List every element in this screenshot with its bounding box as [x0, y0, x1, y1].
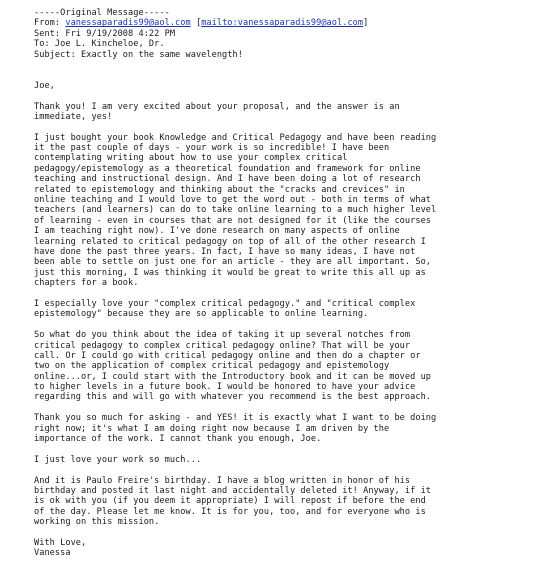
paragraph-line: online teaching and I would love to get the word out - both in terms of what	[34, 195, 432, 206]
paragraph-line: is ok with you (if you deem it appropriate) I will repost if before the end	[34, 496, 426, 507]
closing: With Love,	[34, 537, 87, 548]
paragraph-line: Thank you! I am very excited about your proposal, and the answer is an	[34, 101, 400, 112]
paragraph-line: contemplating writing about how to use your complex critical	[34, 153, 348, 164]
from-label: From:	[34, 18, 66, 29]
paragraph-line: I am teaching right now). I've done research on many aspects of online	[34, 226, 400, 237]
paragraph-line: to higher levels in a future book. I would be honored to have your advice	[34, 382, 416, 393]
paragraph-line: And it is Paulo Freire's birthday. I have a blog written in honor of his	[34, 475, 411, 486]
email-paragraph	[34, 413, 550, 444]
paragraph-line: birthday and posted it last night and accidentally deleted it! Anyway, if it	[34, 485, 432, 496]
email-paragraph	[34, 455, 550, 465]
original-message-separator: -----Original Message-----	[34, 8, 170, 18]
paragraph-line: I just bought your book Knowledge and Critical Pedagogy and have been reading	[34, 132, 437, 143]
paragraph-line: have done the past three years. In fact, I have so many ideas, I have not	[34, 246, 416, 257]
paragraph-line: working on this mission.	[34, 517, 160, 528]
email-paragraph	[34, 133, 550, 289]
paragraph-line: online...or, I could start with the Introductory book and it can be moved up	[34, 371, 432, 382]
email-paragraph	[34, 330, 550, 403]
email-body	[34, 91, 550, 527]
signature: Vanessa	[34, 548, 71, 559]
email-message	[34, 8, 550, 559]
paragraph-line: it the past couple of days - your work is so incredible! I have been	[34, 143, 390, 154]
paragraph-line: been able to settle on just one for an article - they are all important. So,	[34, 257, 432, 268]
paragraph-line: just this morning, I was thinking it would be great to write this all up as	[34, 267, 426, 278]
paragraph-line: call. Or I could go with critical pedagogy online and then do a chapter or	[34, 350, 421, 361]
paragraph-line: Thank you so much for asking - and YES! it is exactly what I want to be doing	[34, 413, 437, 424]
greeting: Joe,	[34, 80, 55, 91]
paragraph-line: related to epistemology and thinking about the "cracks and crevices" in	[34, 184, 405, 195]
paragraph-line: I especially love your "complex critical pedagogy." and "critical complex	[34, 298, 416, 309]
from-mailto-link[interactable]: mailto:vanessaparadis99@aol.com	[201, 18, 364, 29]
paragraph-line: I just love your work so much...	[34, 454, 202, 465]
paragraph-line: teaching and instructional design. And I have been doing a lot of research	[34, 174, 421, 185]
from-address-link[interactable]: vanessaparadis99@aol.com	[65, 18, 191, 29]
paragraph-line: chapters for a book.	[34, 278, 139, 289]
sent-line: Sent: Fri 9/19/2008 4:22 PM	[34, 28, 176, 39]
paragraph-line: critical pedagogy to complex critical pedagogy online? That will be your	[34, 340, 411, 351]
email-paragraph	[34, 299, 550, 320]
subject-line: Subject: Exactly on the same wavelength!	[34, 49, 243, 60]
paragraph-line: teachers (and learners) can do to take online learning to a much higher level	[34, 205, 437, 216]
email-paragraph	[34, 476, 550, 528]
paragraph-line: So what do you think about the idea of taking it up several notches from	[34, 330, 411, 341]
email-paragraph	[34, 102, 550, 123]
paragraph-line: regarding this and will go with whatever you recommend is the best approach.	[34, 392, 432, 403]
paragraph-line: of learning - even in courses that are not designed for it (like the courses	[34, 215, 432, 226]
paragraph-line: right now; it's what I am doing right now because I am driven by the	[34, 423, 390, 434]
paragraph-line: of the day. Please let me know. It is for you, too, and for everyone who is	[34, 506, 426, 517]
paragraph-line: immediate, yes!	[34, 111, 113, 122]
paragraph-line: pedagogy/epistemology as a theoretical foundation and framework for online	[34, 163, 421, 174]
from-line: From: vanessaparadis99@aol.com [mailto:vanessaparadis99@aol.com]	[34, 18, 369, 29]
to-line: To: Joe L. Kincheloe, Dr.	[34, 39, 165, 50]
paragraph-line: importance of the work. I cannot thank you enough, Joe.	[34, 434, 322, 445]
paragraph-line: learning related to critical pedagogy on top of all of the other research I	[34, 236, 426, 247]
paragraph-line: two on the application of complex critical pedagogy and epistemology	[34, 361, 390, 372]
paragraph-line: epistemology" because they are so applicable to online learning.	[34, 309, 369, 320]
